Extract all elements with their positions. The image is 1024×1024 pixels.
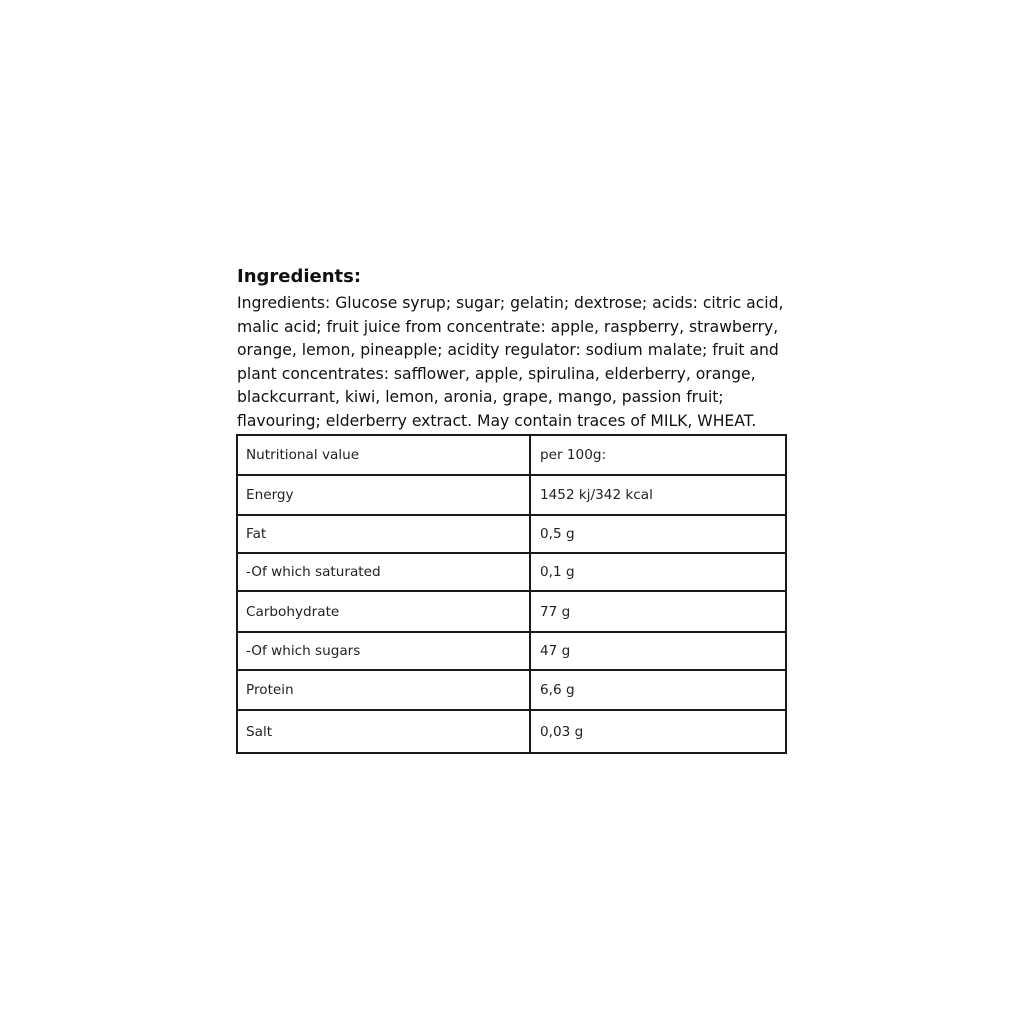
ingredients-heading: Ingredients: [237,266,362,287]
nutrient-energy-label: Energy [237,475,530,515]
ingredients-line: flavouring; elderberry extract. May contain traces of MILK, WHEAT. [237,411,757,430]
nutrition-table [236,434,787,754]
nutrient-salt-label: Salt [237,710,530,753]
nutrition-header-row [237,435,786,475]
nutrient-salt-value: 0,03 g [530,710,786,753]
nutrient-protein-value: 6,6 g [530,670,786,710]
table-row [237,632,786,670]
nutrient-sugars-value: 47 g [530,632,786,670]
ingredients-line: Ingredients: Glucose syrup; sugar; gelatin; dextrose; acids: citric acid, [237,294,784,312]
ingredients-text [237,292,797,434]
nutrient-fat-label: Fat [237,515,530,553]
nutrient-saturated-label: -Of which saturated [237,553,530,591]
nutrient-fat-value: 0,5 g [530,515,786,553]
table-row [237,553,786,591]
table-row [237,515,786,553]
table-row [237,670,786,710]
table-row [237,710,786,753]
ingredients-line: malic acid; fruit juice from concentrate: apple, raspberry, strawberry, [237,317,779,336]
nutrient-protein-label: Protein [237,670,530,710]
nutrient-carbohydrate-value: 77 g [530,591,786,632]
nutrient-energy-value: 1452 kj/342 kcal [530,475,786,515]
ingredients-line: orange, lemon, pineapple; acidity regulator: sodium malate; fruit and [237,341,779,360]
ingredients-line: blackcurrant, kiwi, lemon, aronia, grape, mango, passion fruit; [237,388,724,407]
nutrient-sugars-label: -Of which sugars [237,632,530,670]
nutrient-saturated-value: 0,1 g [530,553,786,591]
nutrition-header-label: Nutritional value [237,435,530,475]
table-row [237,475,786,515]
nutrition-header-value: per 100g: [530,435,786,475]
nutrient-carbohydrate-label: Carbohydrate [237,591,530,632]
table-row [237,591,786,632]
ingredients-line: plant concentrates: safflower, apple, spirulina, elderberry, orange, [237,364,756,383]
